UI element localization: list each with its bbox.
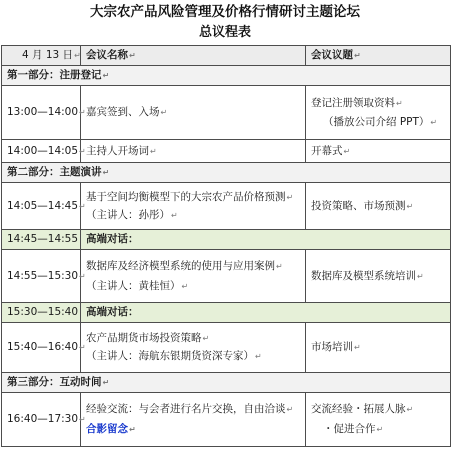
meeting-topic-cell: 登记注册领取资料↵ （播放公司介绍 PPT）↵ — [306, 86, 451, 140]
time-cell: 16:40—17:30↵ — [2, 393, 81, 447]
meeting-topic-cell: 投资策略、市场预测↵ — [306, 183, 451, 230]
return-mark-icon: ↵ — [79, 271, 86, 281]
time-cell: 14:05—14:45↵ — [2, 183, 81, 230]
return-mark-icon: ↵ — [417, 271, 424, 281]
meeting-name-cell: 数据库及经济模型系统的使用与应用案例↵ （主讲人：黄桂恒）↵ — [81, 250, 306, 303]
return-mark-icon: ↵ — [343, 146, 351, 156]
table-row — [2, 86, 451, 140]
return-mark-icon: ↵ — [376, 425, 384, 434]
return-mark-icon: ↵ — [181, 281, 189, 291]
table-row — [2, 140, 451, 163]
header-meeting-name: 会议名称 — [86, 49, 128, 61]
header-meeting-name-cell — [81, 46, 306, 66]
table-row — [2, 393, 451, 447]
return-mark-icon: ↵ — [79, 108, 86, 117]
return-mark-icon: ↵ — [276, 261, 283, 271]
header-meeting-topic-cell — [306, 46, 451, 66]
return-mark-icon: ↵ — [129, 51, 136, 60]
header-date-cell — [2, 46, 81, 66]
dialogue-row — [2, 230, 451, 250]
meeting-name-cell: 农产品期货市场投资策略↵ （主讲人：海航东银期货资深专家）↵ — [81, 323, 306, 373]
return-mark-icon: ↵ — [79, 201, 86, 211]
return-mark-icon: ↵ — [102, 168, 110, 177]
table-header-row — [2, 46, 451, 66]
time-cell: 14:55—15:30↵ — [2, 250, 81, 303]
section-heading-part2: 第二部分：主题演讲↵ — [2, 163, 451, 183]
header-meeting-topic: 会议议题 — [311, 49, 353, 61]
return-mark-icon: ↵ — [406, 405, 414, 414]
meeting-name-cell: 嘉宾签到、入场↵ — [81, 86, 306, 140]
meeting-name-cell: 基于空间均衡模型下的大宗农产品价格预测↵ （主讲人：孙彤）↵ — [81, 183, 306, 230]
return-mark-icon: ↵ — [396, 98, 403, 108]
section-heading-part3: 第三部分：互动时间↵ — [2, 373, 451, 393]
return-mark-icon: ↵ — [102, 71, 110, 80]
group-photo-label: 合影留念↵ — [86, 423, 136, 435]
return-mark-icon: ↵ — [79, 146, 86, 156]
document-title: 大宗农产品风险管理及价格行情研讨主题论坛 — [90, 4, 360, 20]
return-mark-icon: ↵ — [255, 352, 262, 361]
return-mark-icon: ↵ — [202, 334, 210, 343]
return-mark-icon: ↵ — [150, 146, 157, 156]
time-cell: 14:00—14:05↵ — [2, 140, 81, 163]
return-mark-icon: ↵ — [74, 51, 81, 60]
meeting-topic-cell: 数据库及模型系统培训↵ — [306, 250, 451, 303]
time-cell: 13:00—14:00↵ — [2, 86, 81, 140]
return-mark-icon: ↵ — [102, 378, 110, 387]
table-row — [2, 323, 451, 373]
agenda-table — [1, 45, 451, 447]
return-mark-icon: ↵ — [286, 192, 294, 202]
return-mark-icon: ↵ — [430, 117, 438, 127]
return-mark-icon: ↵ — [354, 51, 361, 60]
meeting-name-cell: 经验交流：与会者进行名片交换，自由洽谈↵ 合影留念↵ — [81, 393, 306, 447]
return-mark-icon: ↵ — [171, 210, 178, 220]
table-row — [2, 250, 451, 303]
return-mark-icon: ↵ — [79, 415, 86, 424]
meeting-name-cell: 主持人开场词↵ — [81, 140, 306, 163]
return-mark-icon: ↵ — [406, 201, 414, 211]
section-heading-part1: 第一部分：注册登记↵ — [2, 66, 451, 86]
meeting-topic-cell: 交流经验・拓展人脉↵ ・促进合作↵ — [306, 393, 451, 447]
section-row — [2, 66, 451, 86]
time-cell: 14:45—14:55 — [2, 230, 81, 250]
dialogue-label-cell: 高端对话： — [81, 303, 451, 323]
document-subtitle: 总议程表 — [198, 25, 251, 40]
table-row — [2, 183, 451, 230]
return-mark-icon: ↵ — [354, 343, 361, 352]
time-cell: 15:40—16:40↵ — [2, 323, 81, 373]
return-mark-icon: ↵ — [79, 343, 86, 352]
meeting-topic-cell: 开幕式↵ — [306, 140, 451, 163]
return-mark-icon: ↵ — [286, 405, 294, 414]
meeting-topic-cell: 市场培训↵ — [306, 323, 451, 373]
section-row — [2, 373, 451, 393]
dialogue-row — [2, 303, 451, 323]
section-row — [2, 163, 451, 183]
dialogue-label-cell: 高端对话： — [81, 230, 451, 250]
return-mark-icon: ↵ — [129, 425, 136, 434]
header-date: 4 月 13 日 — [22, 49, 74, 61]
return-mark-icon: ↵ — [160, 108, 168, 117]
time-cell: 15:30—15:40 — [2, 303, 81, 323]
